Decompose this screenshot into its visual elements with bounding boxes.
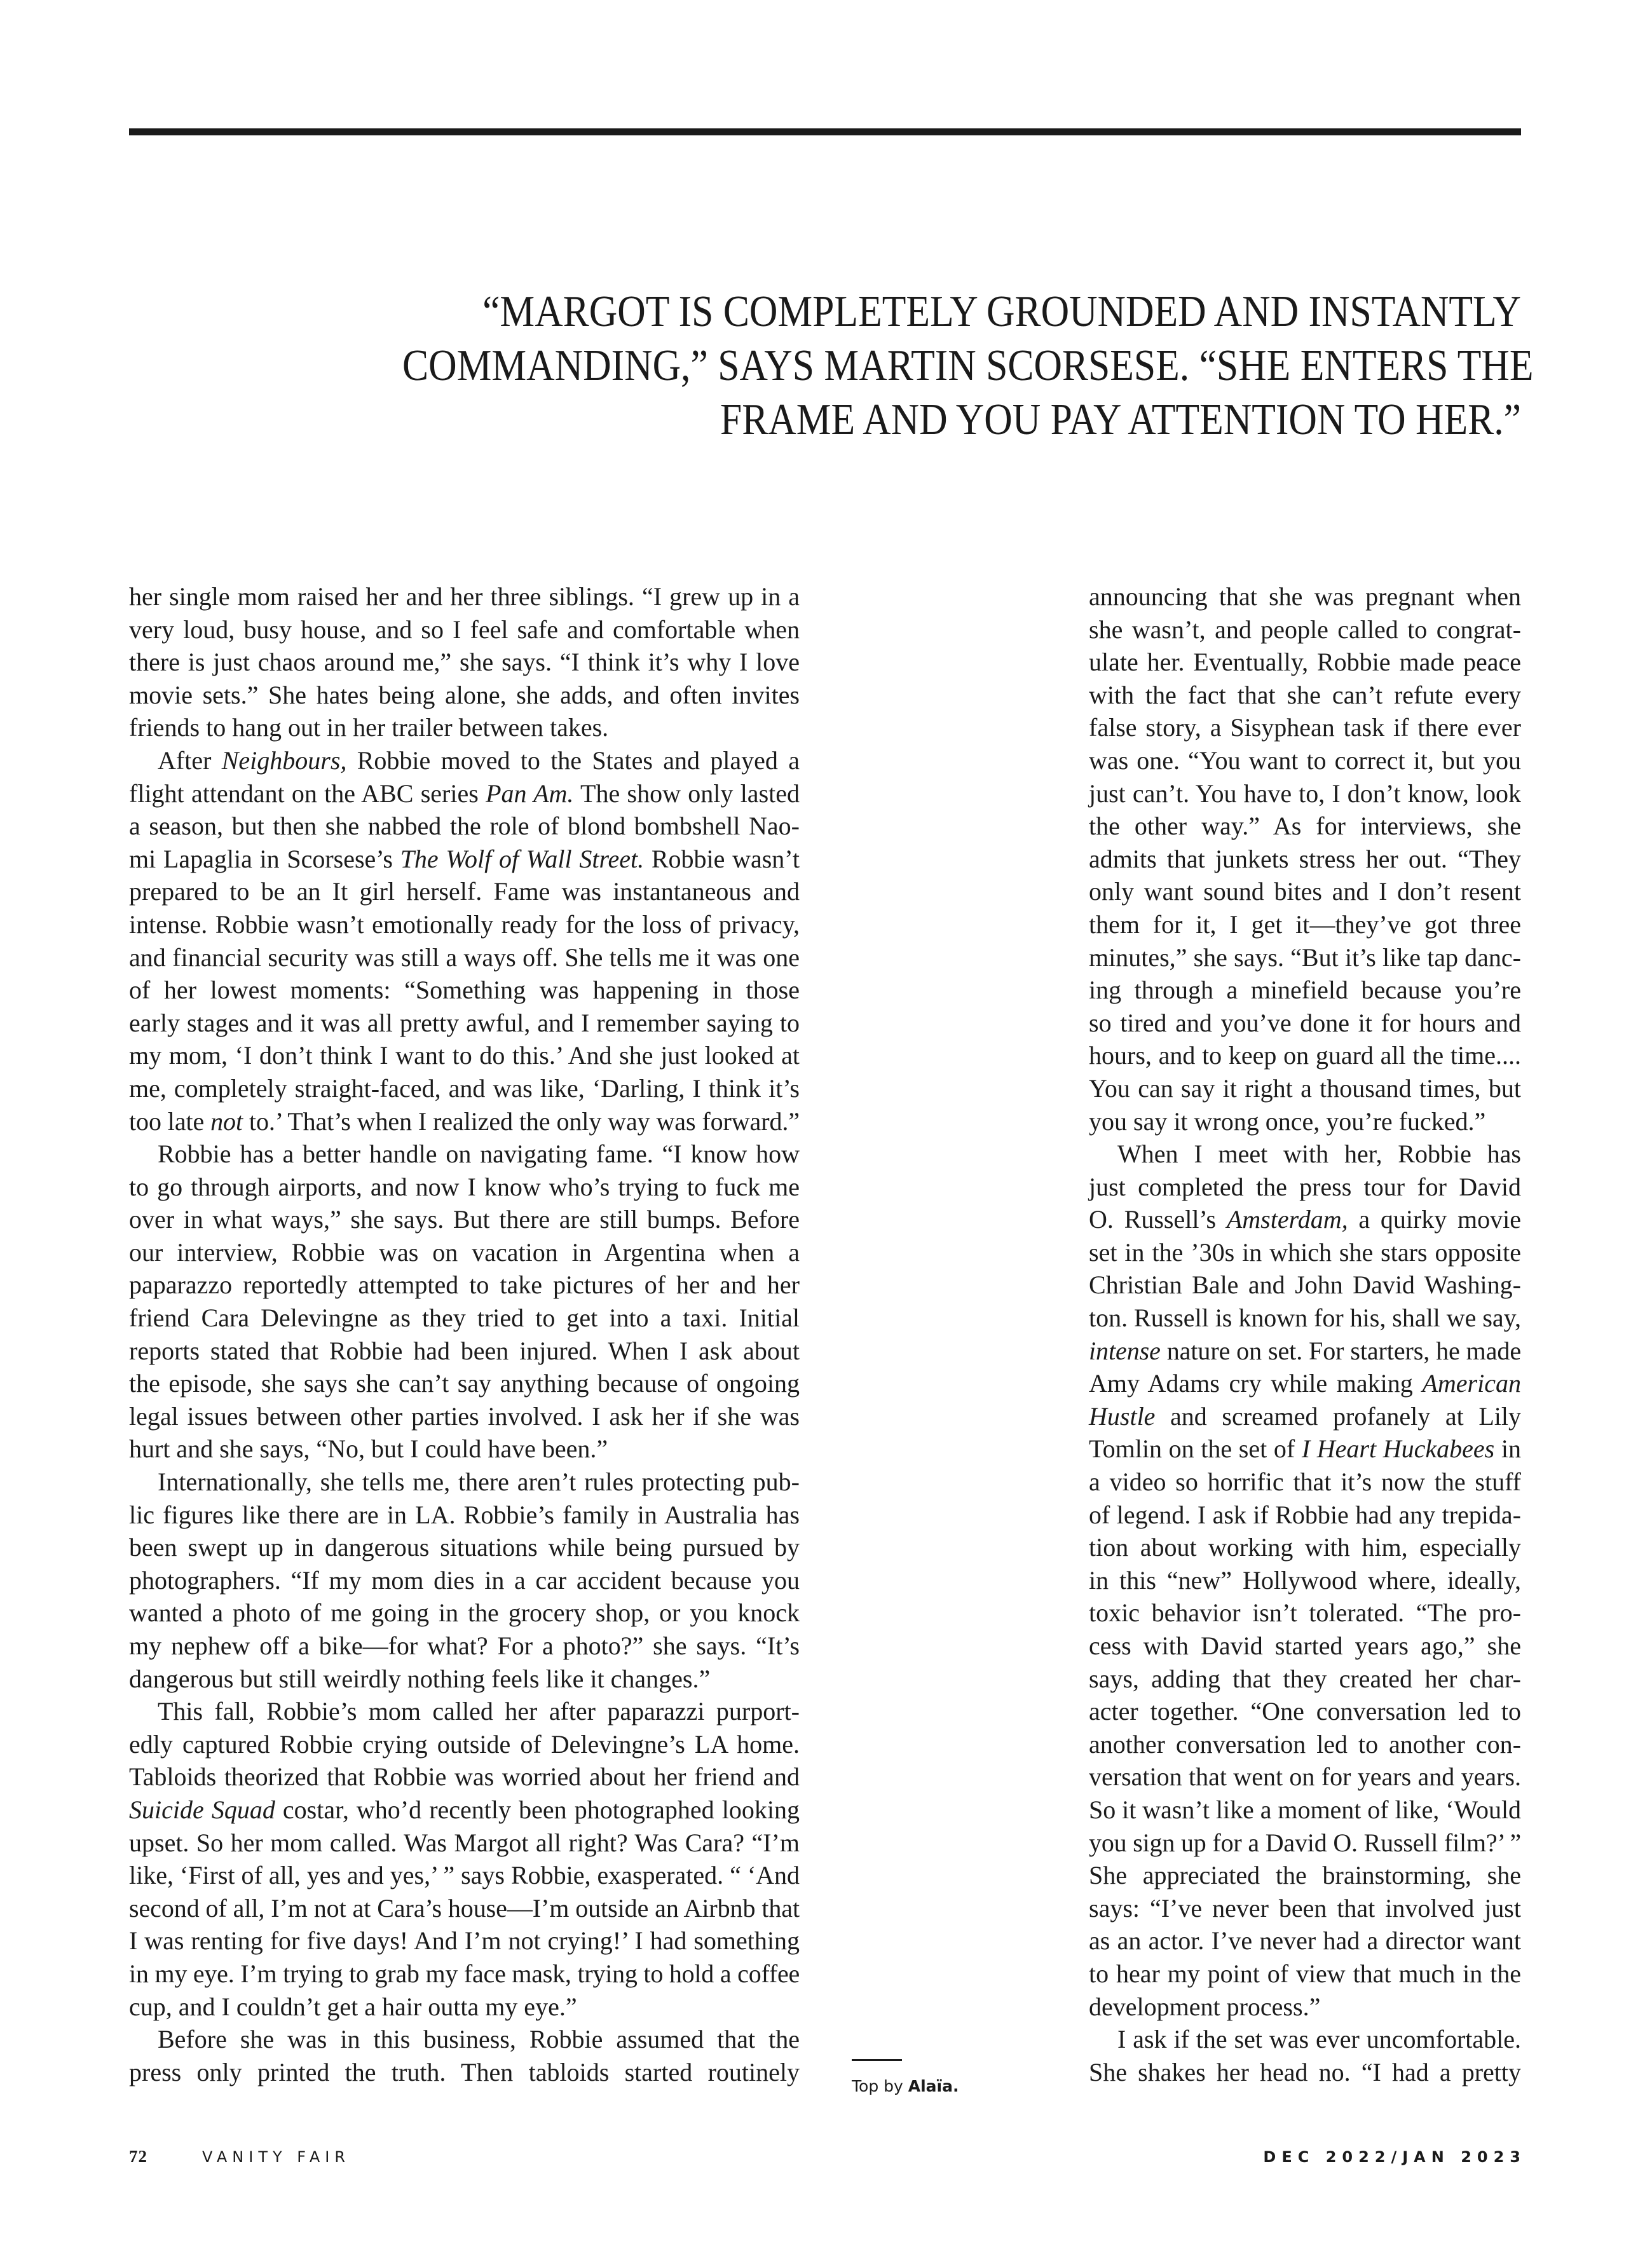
text-line: announcing that she was pregnant when	[1089, 582, 1521, 611]
text-line: You can say it right a thousand times, but	[1089, 1073, 1521, 1103]
issue-date: DEC 2022/JAN 2023	[1263, 2148, 1526, 2166]
text-line: with the fact that she can’t refute every	[1089, 680, 1521, 709]
text-run: flight attendant on the ABC series	[129, 779, 486, 808]
text-line: intense. Robbie wasn’t emotionally ready for the loss of privacy,	[129, 909, 800, 939]
text-line: was one. “You want to correct it, but you	[1089, 745, 1521, 775]
text-line: cup, and I couldn’t get a hair outta my eye.”	[129, 1992, 577, 2021]
text-line: in this “new” Hollywood where, ideally,	[1089, 1565, 1521, 1595]
text-line: a season, but then she nabbed the role of blond bombshell Nao-	[129, 812, 800, 841]
text-run: Amy Adams cry while making	[1089, 1369, 1423, 1398]
caption-prefix: Top by	[852, 2077, 908, 2095]
pull-quote	[402, 285, 1534, 447]
italic-title: Hustle	[1089, 1401, 1156, 1431]
text-line	[129, 1793, 800, 1827]
text-line: friend Cara Delevingne as they tried to get into a taxi. Initial	[129, 1303, 800, 1333]
pull-quote-line: COMMANDING,” SAYS MARTIN SCORSESE. “SHE ENTERS THE	[402, 341, 1534, 390]
text-line: me, completely straight-faced, and was like, ‘Darling, I think it’s	[129, 1073, 800, 1103]
text-line: She shakes her head no. “I had a pretty	[1089, 2057, 1521, 2086]
text-line: over in what ways,” she says. But there are still bumps. Before	[129, 1205, 800, 1234]
text-line: I ask if the set was ever uncomfortable.	[1117, 2025, 1521, 2054]
text-line: to go through airports, and now I know who’s trying to fuck me	[129, 1172, 800, 1201]
text-run: too late	[129, 1106, 211, 1136]
text-line: ing through a minefield because you’re	[1089, 976, 1521, 1005]
text-line: This fall, Robbie’s mom called her after paparazzi purport-	[158, 1697, 800, 1726]
text-run: costar, who’d recently been photographed looking	[275, 1795, 800, 1824]
magazine-name: VANITY FAIR	[202, 2148, 351, 2166]
text-line: false story, a Sisyphean task if there ever	[1089, 713, 1521, 742]
text-line: you sign up for a David O. Russell film?’ ”	[1089, 1828, 1521, 1857]
text-run: mi Lapaglia in Scorsese’s	[129, 844, 400, 873]
text-line: she wasn’t, and people called to congrat-	[1089, 615, 1521, 644]
text-line: Internationally, she tells me, there aren’t rules protecting pub-	[158, 1467, 800, 1497]
text-line: When I meet with her, Robbie has	[1117, 1140, 1521, 1169]
text-run: The show only lasted	[573, 779, 800, 808]
text-line: friends to hang out in her trailer between takes.	[129, 713, 609, 742]
italic-title: I Heart Huckabees	[1301, 1434, 1495, 1464]
text-line: Tabloids theorized that Robbie was worried about her friend and	[129, 1762, 800, 1792]
text-line: She appreciated the brainstorming, she	[1089, 1861, 1521, 1890]
text-line: ulate her. Eventually, Robbie made peace	[1089, 648, 1521, 677]
text-line: legal issues between other parties involved. I ask her if she was	[129, 1401, 800, 1431]
text-line: reports stated that Robbie had been injured. When I ask about	[129, 1336, 800, 1365]
text-line: there is just chaos around me,” she says. “I think it’s why I love	[129, 648, 800, 677]
caption-rule	[852, 2059, 902, 2061]
text-line: minutes,” she says. “But it’s like tap danc-	[1089, 943, 1521, 972]
text-line: her single mom raised her and her three siblings. “I grew up in a	[129, 582, 800, 611]
text-line: hours, and to keep on guard all the time....	[1089, 1041, 1521, 1070]
text-line: dangerous but still weirdly nothing feels like it changes.”	[129, 1664, 711, 1693]
italic-title: Amsterdam,	[1226, 1205, 1348, 1234]
text-line: Before she was in this business, Robbie assumed that the	[158, 2025, 800, 2054]
text-line: wanted a photo of me going in the grocery shop, or you knock	[129, 1598, 800, 1628]
text-line: to hear my point of view that much in the	[1089, 1959, 1521, 1988]
text-line: admits that junkets stress her out. “They	[1089, 844, 1521, 873]
text-line: and financial security was still a ways off. She tells me it was one	[129, 943, 800, 972]
text-line	[1089, 1433, 1521, 1466]
text-line: of legend. I ask if Robbie had any trepida-	[1089, 1500, 1521, 1529]
text-line: hurt and she says, “No, but I could have been.”	[129, 1434, 608, 1464]
text-line: So it wasn’t like a moment of like, ‘Would	[1089, 1795, 1521, 1824]
text-line: as an actor. I’ve never had a director want	[1089, 1926, 1521, 1956]
caption-brand: Alaïa.	[908, 2077, 959, 2095]
text-line: our interview, Robbie was on vacation in Argentina when a	[129, 1237, 800, 1267]
photo-credit-caption	[852, 2077, 959, 2095]
text-line: cess with David started years ago,” she	[1089, 1631, 1521, 1660]
text-line: edly captured Robbie crying outside of Delevingne’s LA home.	[129, 1729, 800, 1759]
text-line: press only printed the truth. Then tabloids started routinely	[129, 2057, 800, 2086]
italic-title: Neighbours,	[221, 745, 347, 775]
text-line: so tired and you’ve done it for hours and	[1089, 1008, 1521, 1037]
italic-title: Suicide Squad	[129, 1795, 275, 1824]
text-line: just completed the press tour for David	[1089, 1172, 1521, 1201]
text-line: ton. Russell is known for his, shall we say,	[1089, 1303, 1522, 1333]
text-line: paparazzo reportedly attempted to take pictures of her and her	[129, 1270, 800, 1300]
text-line: like, ‘First of all, yes and yes,’ ” says Robbie, exasperated. “ ‘And	[129, 1861, 800, 1890]
italic-title: The Wolf of Wall Street.	[400, 844, 645, 873]
text-line: been swept up in dangerous situations while being pursued by	[129, 1533, 800, 1562]
text-run: to.’ That’s when I realized the only way was forward.”	[243, 1106, 800, 1136]
text-line: toxic behavior isn’t tolerated. “The pro-	[1089, 1598, 1521, 1628]
top-rule	[129, 128, 1521, 135]
text-line	[1089, 1367, 1521, 1400]
text-line: set in the ’30s in which she stars opposite	[1089, 1237, 1521, 1267]
pull-quote-line: FRAME AND YOU PAY ATTENTION TO HER.”	[720, 395, 1521, 444]
text-line: my mom, ‘I don’t think I want to do this.’ And she just looked at	[129, 1041, 800, 1070]
text-line	[129, 1105, 800, 1138]
text-line	[1089, 1203, 1521, 1236]
text-line	[129, 744, 800, 777]
text-line: upset. So her mom called. Was Margot all right? Was Cara? “I’m	[129, 1828, 800, 1857]
text-run: a quirky movie	[1348, 1205, 1522, 1234]
text-run: Robbie wasn’t	[644, 844, 800, 873]
text-line: you say it wrong once, you’re fucked.”	[1089, 1106, 1486, 1136]
text-line: lic figures like there are in LA. Robbie’s family in Australia has	[129, 1500, 800, 1529]
text-run: Robbie moved to the States and played a	[346, 745, 800, 775]
text-line: another conversation led to another con-	[1089, 1729, 1521, 1759]
text-line: just can’t. You have to, I don’t know, look	[1089, 779, 1521, 808]
text-line: them for it, I get it—they’ve got three	[1089, 909, 1521, 939]
text-line: prepared to be an It girl herself. Fame was instantaneous and	[129, 877, 800, 906]
italic-title: intense	[1089, 1336, 1161, 1365]
text-line: Christian Bale and John David Washing-	[1089, 1270, 1521, 1300]
pull-quote-line: “MARGOT IS COMPLETELY GROUNDED AND INSTANTLY	[482, 287, 1521, 336]
page-number: 72	[129, 2147, 147, 2166]
text-line: very loud, busy house, and so I feel safe and comfortable when	[129, 615, 800, 644]
text-line	[129, 843, 800, 876]
italic-title: Pan Am.	[486, 779, 574, 808]
text-line	[1089, 1335, 1521, 1368]
text-line: of her lowest moments: “Something was happening in those	[129, 976, 800, 1005]
body-column-right	[1089, 580, 1521, 2088]
text-line: I was renting for five days! And I’m not crying!’ I had something	[129, 1926, 800, 1956]
italic-title: American	[1422, 1369, 1521, 1398]
text-line: acter together. “One conversation led to	[1089, 1697, 1521, 1726]
text-run: O. Russell’s	[1089, 1205, 1227, 1234]
text-line: Robbie has a better handle on navigating fame. “I know how	[158, 1140, 800, 1169]
text-line: says: “I’ve never been that involved just	[1089, 1893, 1521, 1923]
text-line: tion about working with him, especially	[1089, 1533, 1521, 1562]
text-line	[1089, 1400, 1521, 1433]
text-line: movie sets.” She hates being alone, she adds, and often invites	[129, 680, 800, 709]
text-line: development process.”	[1089, 1992, 1321, 2021]
text-run: in	[1494, 1434, 1521, 1464]
text-run: Tomlin on the set of	[1089, 1434, 1302, 1464]
text-line: says, adding that they created her char-	[1089, 1664, 1521, 1693]
text-line: the episode, she says she can’t say anything because of ongoing	[129, 1369, 800, 1398]
text-run: nature on set. For starters, he made	[1160, 1336, 1521, 1365]
text-line: a video so horrific that it’s now the stuff	[1089, 1467, 1521, 1497]
text-line: the other way.” As for interviews, she	[1089, 812, 1521, 841]
text-run: After	[158, 745, 222, 775]
text-line: second of all, I’m not at Cara’s house—I’m outside an Airbnb that	[129, 1893, 800, 1923]
text-line: only want sound bites and I don’t resent	[1089, 877, 1521, 906]
body-column-left	[129, 580, 800, 2088]
text-line: versation that went on for years and years.	[1089, 1762, 1521, 1792]
text-line	[129, 777, 800, 810]
text-line: early stages and it was all pretty awful, and I remember saying to	[129, 1008, 800, 1037]
text-line: in my eye. I’m trying to grab my face mask, trying to hold a coffee	[129, 1959, 800, 1988]
text-line: my nephew off a bike—for what? For a photo?” she says. “It’s	[129, 1631, 800, 1660]
text-line: photographers. “If my mom dies in a car accident because you	[129, 1565, 800, 1595]
italic-title: not	[210, 1106, 243, 1136]
text-run: and screamed profanely at Lily	[1155, 1401, 1521, 1431]
